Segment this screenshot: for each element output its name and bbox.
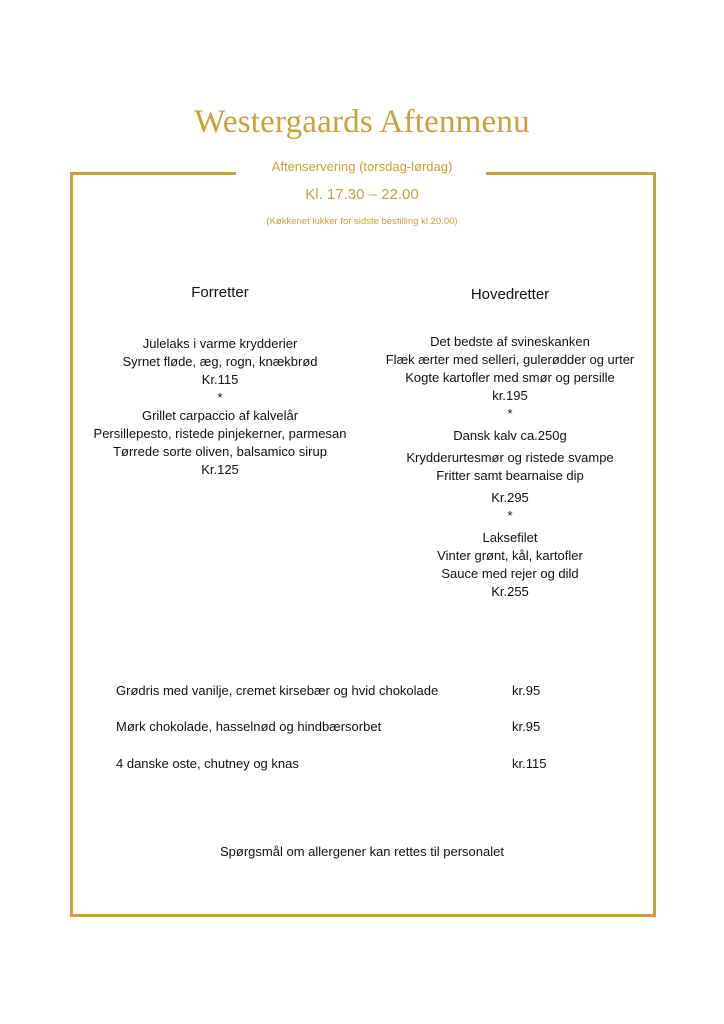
service-days: Aftenservering (torsdag-lørdag): [271, 159, 453, 174]
dessert-price: kr.95: [512, 719, 541, 734]
main-line: Krydderurtesmør og ristede svampe: [406, 450, 614, 465]
kitchen-note: (Køkkenet lukker for sidste bestilling kl.20.00): [266, 216, 458, 227]
starters-heading: Forretter: [191, 284, 249, 301]
main-line: Vinter grønt, kål, kartofler: [437, 548, 583, 563]
starters-list: [70, 335, 370, 479]
starter-line: Grillet carpaccio af kalvelår: [141, 408, 299, 423]
main-price: Kr.255: [491, 584, 529, 599]
dessert-name: Mørk chokolade, hasselnød og hindbærsorbet: [116, 719, 382, 734]
starter-price: Kr.125: [201, 462, 239, 477]
main-price: Kr.295: [491, 490, 529, 505]
starter-line: Tørrede sorte oliven, balsamico sirup: [113, 444, 327, 459]
starter-line: Julelaks i varme krydderier: [142, 336, 298, 351]
separator-star: *: [507, 406, 513, 421]
mains-list: [360, 333, 660, 601]
starter-price: Kr.115: [201, 372, 239, 387]
separator-star: *: [217, 390, 223, 405]
starter-line: Persillepesto, ristede pinjekerner, parmesan: [93, 426, 347, 441]
main-line: Dansk kalv ca.250g: [453, 428, 567, 443]
allergen-note: Spørgsmål om allergener kan rettes til personalet: [220, 844, 504, 859]
main-line: Det bedste af svineskanken: [430, 334, 590, 349]
main-line: Flæk ærter med selleri, gulerødder og urter: [385, 352, 635, 367]
separator-star: *: [507, 508, 513, 523]
starter-line: Syrnet fløde, æg, rogn, knækbrød: [122, 354, 318, 369]
dessert-name: Grødris med vanilje, cremet kirsebær og hvid chokolade: [116, 683, 439, 698]
dessert-price: kr.115: [512, 756, 547, 771]
main-line: Fritter samt bearnaise dip: [436, 468, 584, 483]
main-line: Laksefilet: [482, 530, 538, 545]
service-hours: Kl. 17.30 – 22.00: [305, 186, 419, 203]
menu-title: Westergaards Aftenmenu: [194, 104, 530, 140]
main-line: Kogte kartofler med smør og persille: [405, 370, 615, 385]
dessert-price: kr.95: [512, 683, 541, 698]
main-line: Sauce med rejer og dild: [441, 566, 579, 581]
dessert-name: 4 danske oste, chutney og knas: [116, 756, 299, 771]
mains-heading: Hovedretter: [470, 286, 550, 303]
main-price: kr.195: [492, 388, 528, 403]
